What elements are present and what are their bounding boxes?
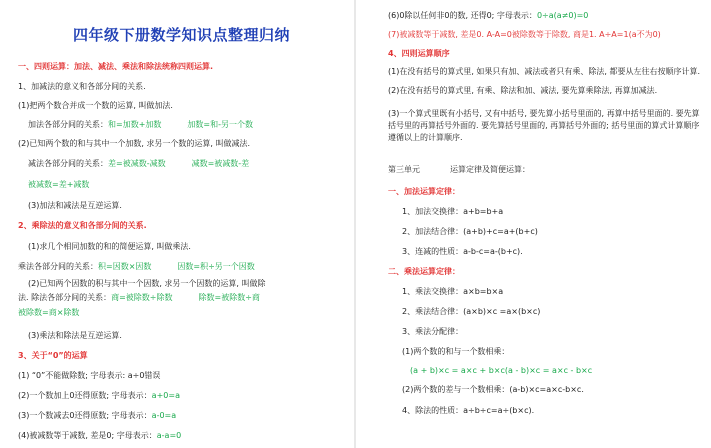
law-name: 2、加法结合律： [402, 227, 464, 236]
zero-rule-line [18, 430, 345, 441]
text-paragraph: (2)在没有括号的算式里, 有乘、除法和加、减法, 要先算乘除法, 再算加减法. [388, 86, 658, 95]
text-paragraph: (3)一个算式里既有小括号, 又有中括号, 要先算小括号里面的, 再算中括号里面的. 要先算括号里的再算括号外面的. 要先算括号里面的, 再算括号外面的; 括号里面的算式计算顺序遵循以上的计算顺序. [388, 109, 700, 142]
formula: a÷b÷c=a÷(b×c). [463, 406, 535, 415]
unit-title: 运算定律及简便运算： [450, 165, 530, 174]
law-line [388, 306, 701, 317]
page-divider [354, 0, 356, 448]
formula: a-b-c=a-(b+c). [463, 247, 523, 256]
text-paragraph: (1)在没有括号的算式里, 如果只有加、减法或者只有乘、除法, 都要从左往右按顺序计算. [388, 67, 701, 76]
text: (4)被减数等于减数, 差是0; 字母表示： [18, 431, 157, 440]
section-heading-zero: 3、关于“0”的运算 [18, 351, 88, 360]
section-heading-addition-laws: 一、加法运算定律： [388, 187, 460, 196]
formula: 减数=被减数-差 [191, 159, 250, 168]
formula: 差=被减数-减数 [108, 159, 166, 168]
section-heading-multiplication-laws: 二、乘法运算定律： [388, 267, 460, 276]
label: 加法各部分间的关系： [28, 120, 108, 129]
left-page [0, 0, 353, 448]
law-line [388, 206, 701, 217]
formula: (a+b)+c=a+(b+c) [463, 227, 538, 236]
law-subline: (1)两个数的和与一个数相乘： [402, 347, 510, 356]
text: (3)一个数减去0还得原数; 字母表示： [18, 411, 152, 420]
law-name: 4、除法的性质： [402, 406, 464, 415]
law-line [388, 286, 701, 297]
zero-rule-line [388, 10, 701, 21]
law-line [388, 405, 701, 416]
zero-rule-line [18, 410, 345, 421]
formula: 被除数=商×除数 [18, 308, 80, 317]
zero-rule-line [18, 390, 345, 401]
formula: (a-b)×c=a×c-b×c. [509, 385, 584, 394]
label: 减法各部分间的关系： [28, 159, 108, 168]
formula: (a + b)×c = a×c + b×c(a - b)×c = a×c - b×c [410, 366, 593, 375]
formula: a×b=b×a [463, 287, 504, 296]
formula: a-0=a [151, 411, 177, 420]
right-page [358, 0, 711, 448]
text-line: (3)加法和减法是互逆运算. [28, 201, 122, 210]
formula: 积=因数×因数 [98, 262, 152, 271]
unit-number: 第三单元 [388, 165, 420, 174]
formula: a+b=b+a [463, 207, 504, 216]
formula: 0÷a(a≠0)=0 [536, 11, 589, 20]
text-line: (3)乘法和除法是互逆运算. [28, 331, 122, 340]
division-relation-line [18, 292, 345, 303]
section-heading-order: 4、四则运算顺序 [388, 49, 450, 58]
formula: a-a=0 [156, 431, 182, 440]
text-line: (2)已知两个数的和与其中一个加数, 求另一个数的运算, 叫做减法. [18, 139, 251, 148]
text-line: (2)已知两个因数的积与其中一个因数, 求另一个因数的运算, 叫做除 [28, 279, 266, 288]
page-title: 四年级下册数学知识点整理归纳 [72, 26, 290, 44]
formula: 被减数=差+减数 [28, 180, 90, 189]
text-line: (1) “0”不能做除数; 字母表示: a÷0错误 [18, 371, 161, 380]
law-line [388, 226, 701, 237]
formula: a+0=a [151, 391, 180, 400]
formula: 商=被除数÷除数 [111, 293, 173, 302]
text: (6)0除以任何非0的数, 还得0; 字母表示： [388, 11, 537, 20]
addition-relation-line [18, 119, 345, 130]
formula: 除数=被除数÷商 [198, 293, 260, 302]
section-heading-four-operations: 一、四则运算：加法、减法、乘法和除法统称四则运算. [18, 62, 214, 71]
law-name: 1、乘法交换律： [402, 287, 464, 296]
law-line: 3、乘法分配律： [402, 327, 464, 336]
red-rule-line: (7)被减数等于减数, 差是0. A-A=0被除数等于除数, 商是1. A÷A=1(a不为0) [388, 30, 661, 39]
text-line: (1)把两个数合并成一个数的运算, 叫做加法. [18, 101, 173, 110]
subsection-add-sub: 1、加减法的意义和各部分间的关系. [18, 82, 146, 91]
unit-heading [388, 164, 701, 175]
formula: 因数=积÷另一个因数 [177, 262, 255, 271]
formula: (a×b)×c =a×(b×c) [463, 307, 541, 316]
law-subline [388, 384, 701, 395]
law-name: 1、加法交换律： [402, 207, 464, 216]
text: 法. 除法各部分间的关系： [18, 293, 112, 302]
formula: 和=加数+加数 [108, 120, 162, 129]
text-line: (1)求几个相同加数的和的简便运算, 叫做乘法. [28, 242, 191, 251]
law-name: 2、乘法结合律： [402, 307, 464, 316]
text: (2)一个数加上0还得原数; 字母表示： [18, 391, 152, 400]
formula: 加数=和-另一个数 [187, 120, 253, 129]
text: (2)两个数的差与一个数相乘： [402, 385, 510, 394]
subtraction-relation-line [18, 158, 345, 169]
label: 乘法各部分间的关系： [18, 262, 98, 271]
section-heading-mul-div: 2、乘除法的意义和各部分间的关系. [18, 221, 147, 230]
law-name: 3、连减的性质： [402, 247, 464, 256]
law-line [388, 246, 701, 257]
multiplication-relation-line [18, 261, 345, 272]
